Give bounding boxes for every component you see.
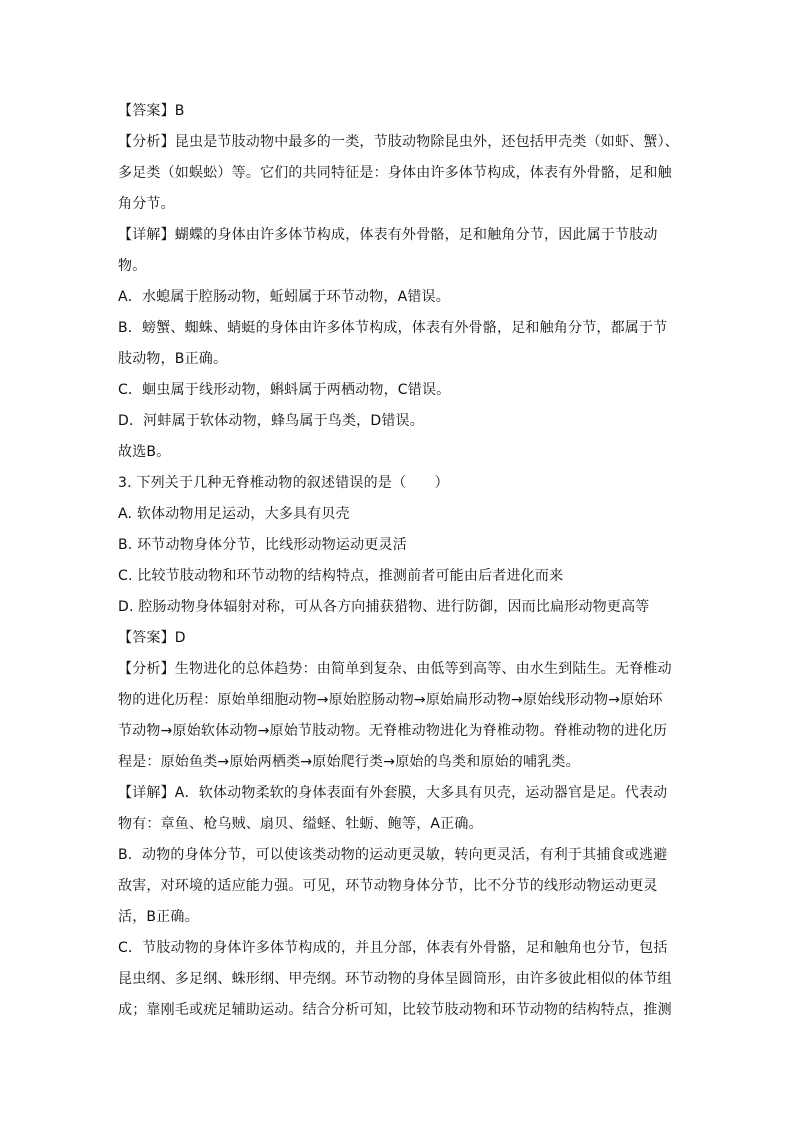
text-line: 【答案】B (118, 103, 185, 119)
question-option: A. 软体动物用足运动，大多具有贝壳 (118, 506, 350, 522)
text-line: 昆虫纲、多足纲、蛛形纲、甲壳纲。环节动物的身体呈圆筒形，由许多彼此相似的体节组 (118, 971, 672, 987)
text-line: 程是：原始鱼类→原始两栖类→原始爬行类→原始的鸟类和原始的哺乳类。 (118, 754, 580, 770)
text-line: 【答案】D (118, 630, 186, 646)
text-line: 成；靠刚毛或疣足辅助运动。结合分析可知，比较节肢动物和环节动物的结构特点，推测 (118, 1002, 672, 1018)
question-option: D. 腔肠动物身体辐射对称，可从各方向捕获猎物、进行防御，因而比扁形动物更高等 (118, 599, 650, 615)
text-line: 物有：章鱼、枪乌贼、扇贝、缢蛏、牡蛎、鲍等，A正确。 (118, 816, 483, 832)
option-line: B．螃蟹、蜘蛛、蜻蜓的身体由许多体节构成，体表有外骨骼，足和触角分节，都属于节 (118, 320, 668, 336)
text-line: 活，B正确。 (118, 909, 199, 925)
text-line: 敌害，对环境的适应能力强。可见，环节动物身体分节，比不分节的线形动物运动更灵 (118, 878, 658, 894)
text-line: 物的进化历程：原始单细胞动物→原始腔肠动物→原始扁形动物→原始线形动物→原始环 (118, 692, 663, 708)
document-page (118, 96, 679, 1026)
text-line: 故选B。 (118, 444, 171, 460)
question-stem: 3. 下列关于几种无脊椎动物的叙述错误的是（ ） (118, 475, 449, 491)
option-line: C．节肢动物的身体许多体节构成的，并且分部，体表有外骨骼，足和触角也分节，包括 (118, 940, 668, 956)
text-line: 节动物→原始软体动物→原始节肢动物。无脊椎动物进化为脊椎动物。脊椎动物的进化历 (118, 723, 668, 739)
text-line: 物。 (118, 258, 147, 274)
text-line: 【分析】生物进化的总体趋势：由简单到复杂、由低等到高等、由水生到陆生。无脊椎动 (118, 661, 672, 677)
option-line: C．蛔虫属于线形动物，蝌蚪属于两栖动物，C错误。 (118, 382, 451, 398)
option-line: B．动物的身体分节，可以使该类动物的运动更灵敏，转向更灵活，有利于其捕食或逃避 (118, 847, 668, 863)
option-line: A．水螅属于腔肠动物，蚯蚓属于环节动物，A错误。 (118, 289, 450, 305)
option-line: D．河蚌属于软体动物，蜂鸟属于鸟类，D错误。 (118, 413, 424, 429)
text-line: 【详解】蝴蝶的身体由许多体节构成，体表有外骨骼，足和触角分节，因此属于节肢动 (118, 227, 658, 243)
text-line: 【详解】A．软体动物柔软的身体表面有外套膜，大多具有贝壳，运动器官是足。代表动 (118, 785, 668, 801)
text-line: 多足类（如蜈蚣）等。它们的共同特征是：身体由许多体节构成，体表有外骨骼，足和触 (118, 165, 672, 181)
text-line: 【分析】昆虫是节肢动物中最多的一类，节肢动物除昆虫外，还包括甲壳类（如虾、蟹）、 (118, 134, 679, 150)
text-line: 肢动物，B正确。 (118, 351, 228, 367)
question-option: C. 比较节肢动物和环节动物的结构特点，推测前者可能由后者进化而来 (118, 568, 564, 584)
question-option: B. 环节动物身体分节，比线形动物运动更灵活 (118, 537, 407, 553)
text-line: 角分节。 (118, 196, 175, 212)
